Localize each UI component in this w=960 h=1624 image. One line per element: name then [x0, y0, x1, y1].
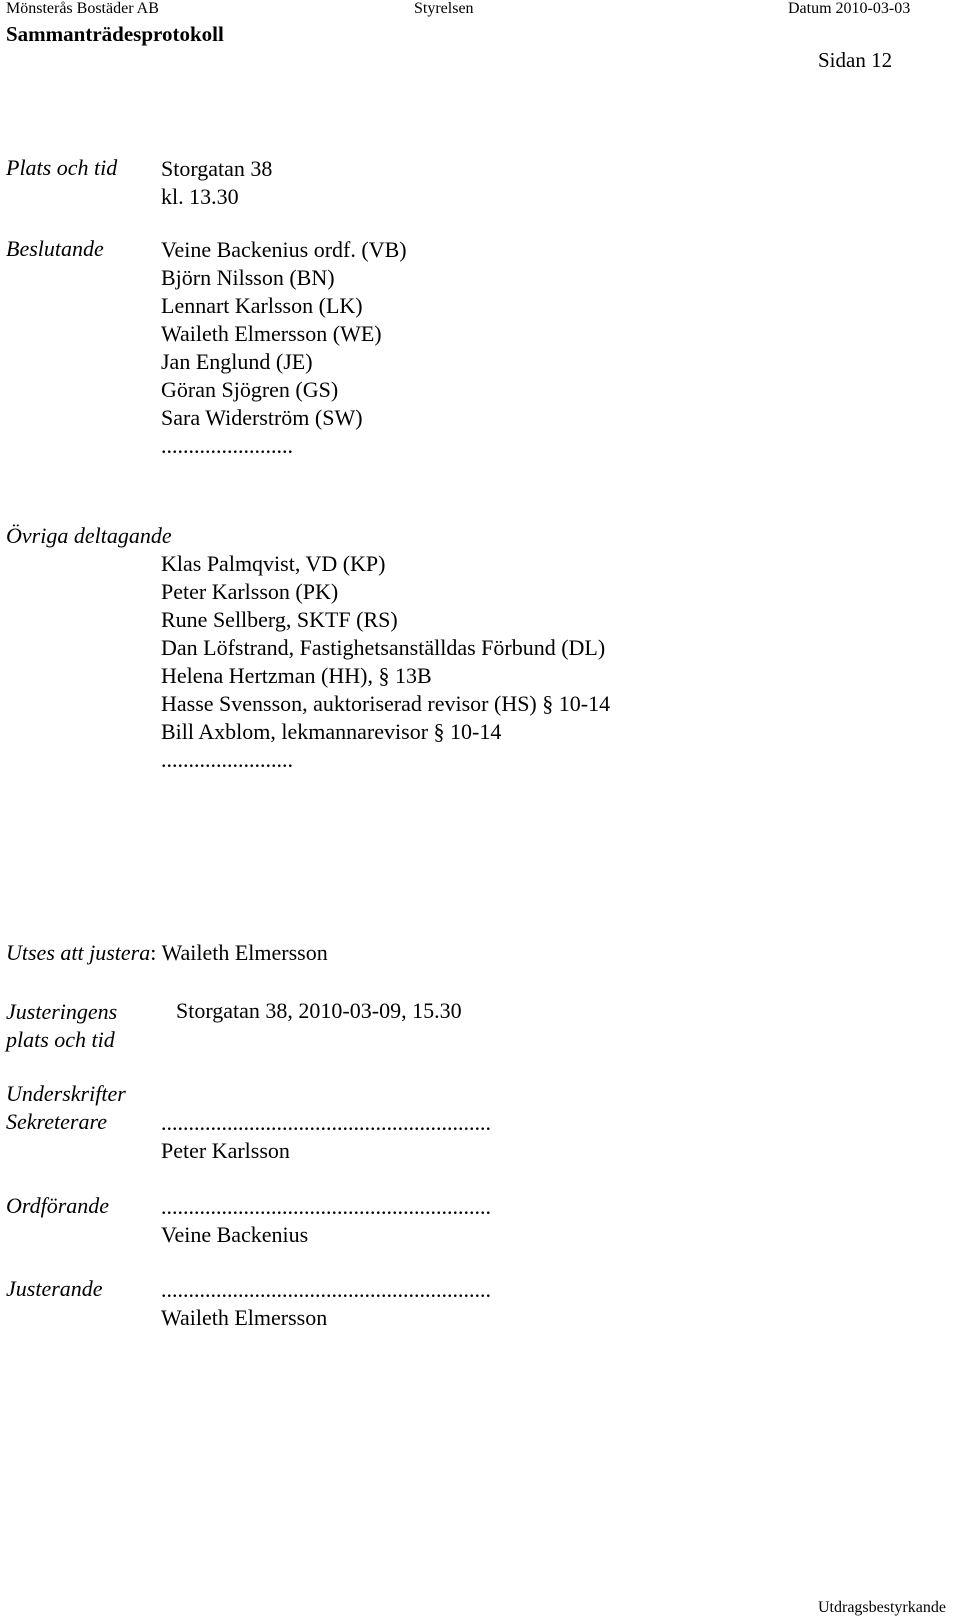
signature-line: ............................................................	[161, 1277, 491, 1302]
adjuster-separator: :	[150, 940, 157, 965]
adjuster-signature-label: Justerande	[6, 1276, 103, 1301]
adjustment-place-label-line1: Justeringens	[6, 999, 118, 1024]
secretary-name: Peter Karlsson	[161, 1138, 290, 1163]
decision-makers-list	[161, 236, 407, 460]
list-item: Waileth Elmersson (WE)	[161, 321, 382, 346]
list-item: Dan Löfstrand, Fastighetsanställdas Förbund (DL)	[161, 635, 606, 660]
list-item: Jan Englund (JE)	[161, 349, 313, 374]
board-name: Styrelsen	[414, 0, 474, 17]
list-item: Sara Widerström (SW)	[161, 405, 363, 430]
time-value: kl. 13.30	[161, 184, 239, 209]
adjuster-line	[6, 940, 328, 966]
list-item: Björn Nilsson (BN)	[161, 265, 335, 290]
other-participants-label: Övriga deltagande	[6, 523, 172, 548]
other-participants-list	[161, 550, 610, 774]
list-item: Lennart Karlsson (LK)	[161, 293, 363, 318]
signatures-label: Underskrifter	[6, 1081, 126, 1106]
adjuster-name: Waileth Elmersson	[161, 940, 328, 965]
dotted-line: ........................	[161, 747, 293, 772]
decision-makers-label: Beslutande	[6, 236, 104, 261]
adjuster-signature-name: Waileth Elmersson	[161, 1305, 328, 1330]
place-label: Plats och tid	[6, 155, 118, 180]
place-value: Storgatan 38	[161, 156, 273, 181]
list-item: Hasse Svensson, auktoriserad revisor (HS) § 10-14	[161, 691, 611, 716]
secretary-block	[161, 1109, 491, 1165]
list-item: Veine Backenius ordf. (VB)	[161, 237, 407, 262]
company-name: Mönsterås Bostäder AB	[6, 0, 159, 17]
list-item: Göran Sjögren (GS)	[161, 377, 339, 402]
signature-line: ............................................................	[161, 1110, 491, 1135]
adjustment-place-label-line2: plats och tid	[6, 1027, 115, 1052]
adjuster-label: Utses att justera	[6, 940, 151, 965]
secretary-label: Sekreterare	[6, 1109, 107, 1134]
place-block	[161, 155, 272, 211]
dotted-line: ........................	[161, 433, 293, 458]
adjuster-signature-block	[161, 1276, 491, 1332]
chair-block	[161, 1193, 491, 1249]
page-number: Sidan 12	[818, 48, 893, 72]
list-item: Klas Palmqvist, VD (KP)	[161, 551, 386, 576]
chair-name: Veine Backenius	[161, 1222, 309, 1247]
chair-label: Ordförande	[6, 1193, 110, 1218]
signature-line: ............................................................	[161, 1194, 491, 1219]
list-item: Helena Hertzman (HH), § 13B	[161, 663, 432, 688]
adjustment-place-value: Storgatan 38, 2010-03-09, 15.30	[176, 998, 462, 1023]
list-item: Peter Karlsson (PK)	[161, 579, 339, 604]
document-title: Sammanträdesprotokoll	[6, 22, 224, 46]
list-item: Rune Sellberg, SKTF (RS)	[161, 607, 398, 632]
footer-text: Utdragsbestyrkande	[818, 1599, 946, 1616]
list-item: Bill Axblom, lekmannarevisor § 10-14	[161, 719, 502, 744]
adjustment-place-label	[6, 998, 117, 1054]
document-date: Datum 2010-03-03	[788, 0, 911, 17]
